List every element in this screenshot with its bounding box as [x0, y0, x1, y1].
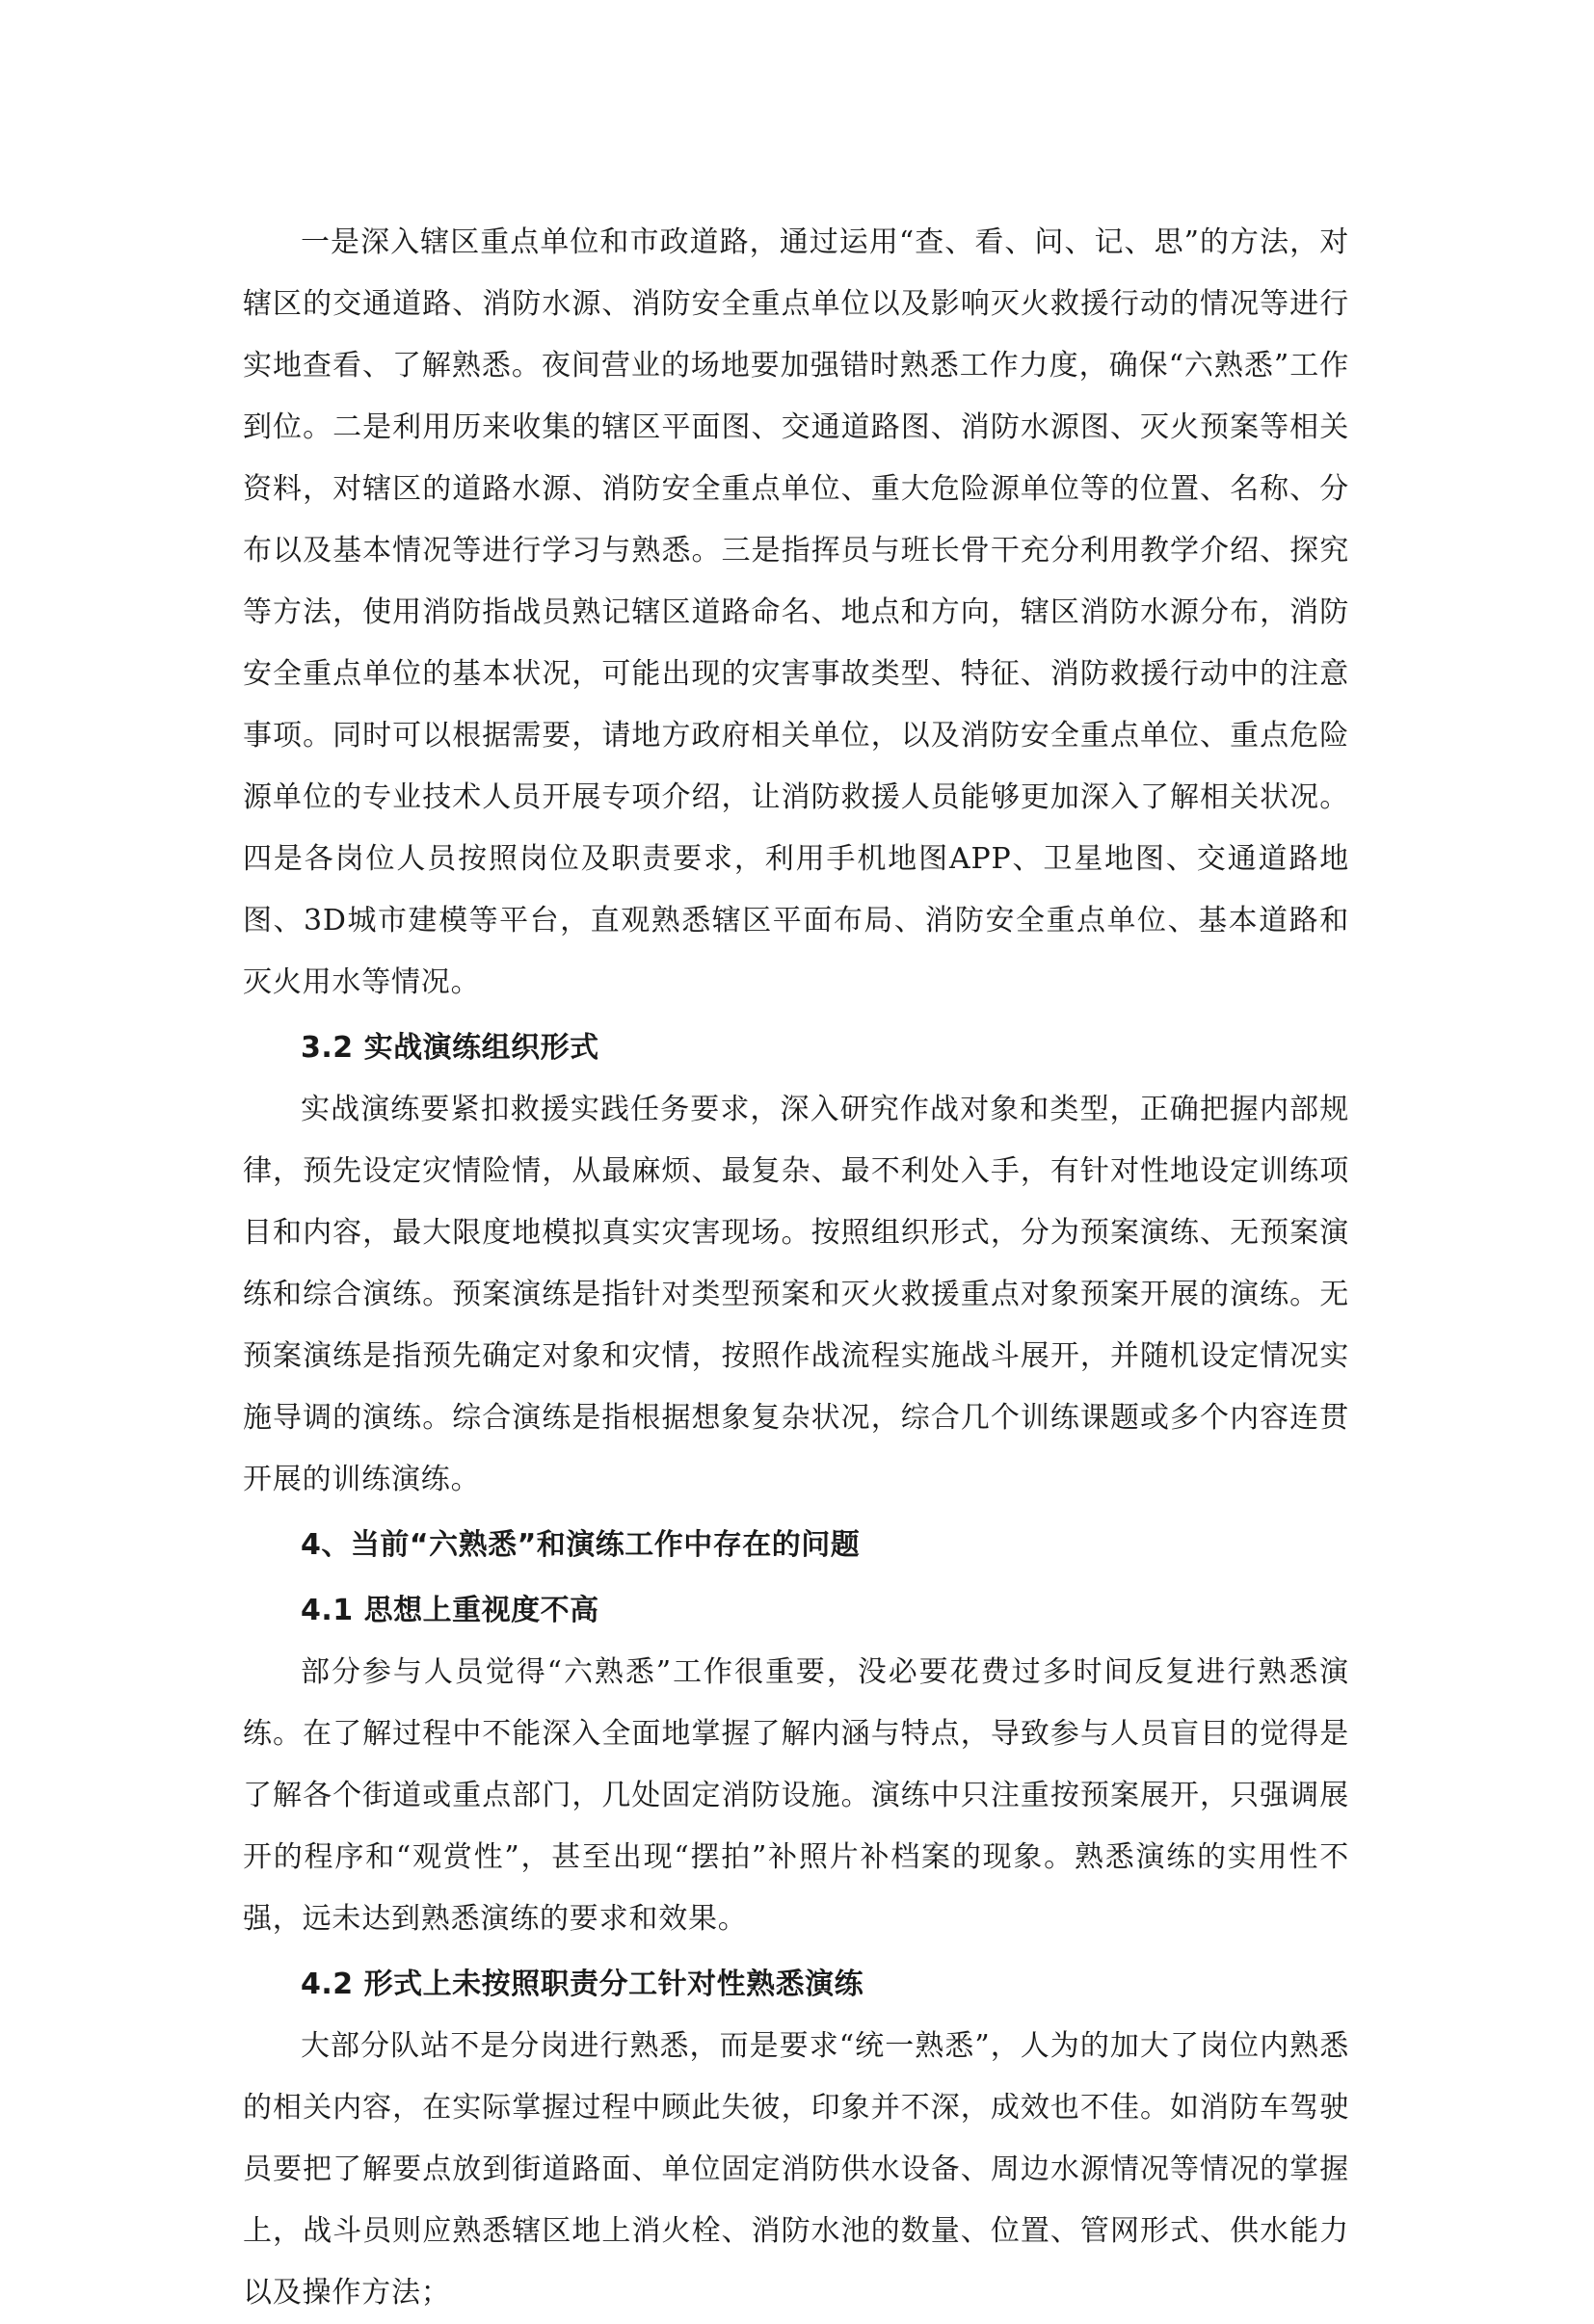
paragraph-role-based-drills: 大部分队站不是分岗进行熟悉，而是要求“统一熟悉”，人为的加大了岗位内熟悉的相关内容，在实际掌握过程中顾此失彼，印象并不深，成效也不佳。如消防车驾驶员要把了解要点放到街道路面、单位固定消防供水设备、周边水源情况等情况的掌握上，战斗员则应熟悉辖区地上消火栓、消防水池的数量、位置、管网形式、供水能力以及操作方法；	[243, 2029, 1349, 2310]
document-body	[243, 212, 1349, 2324]
paragraph-drill-forms: 实战演练要紧扣救援实践任务要求，深入研究作战对象和类型，正确把握内部规律，预先设定灾情险情，从最麻烦、最复杂、最不利处入手，有针对性地设定训练项目和内容，最大限度地模拟真实灾害现场。按照组织形式，分为预案演练、无预案演练和综合演练。预案演练是指针对类型预案和灭火救援重点对象预案开展的演练。无预案演练是指预先确定对象和灾情，按照作战流程实施战斗展开，并随机设定情况实施导调的演练。综合演练是指根据想象复杂状况，综合几个训练课题或多个内容连贯开展的训练演练。	[243, 1093, 1349, 1496]
paragraph-low-attention: 部分参与人员觉得“六熟悉”工作很重要，没必要花费过多时间反复进行熟悉演练。在了解过程中不能深入全面地掌握了解内涵与特点，导致参与人员盲目的觉得是了解各个街道或重点部门，几处固定消防设施。演练中只注重按预案展开，只强调展开的程序和“观赏性”，甚至出现“摆拍”补照片补档案的现象。熟悉演练的实用性不强，远未达到熟悉演练的要求和效果。	[243, 1655, 1349, 1936]
paragraph-familiarization-methods: 一是深入辖区重点单位和市政道路，通过运用“查、看、问、记、思”的方法，对辖区的交通道路、消防水源、消防安全重点单位以及影响灭火救援行动的情况等进行实地查看、了解熟悉。夜间营业的场地要加强错时熟悉工作力度，确保“六熟悉”工作到位。二是利用历来收集的辖区平面图、交通道路图、消防水源图、灭火预案等相关资料，对辖区的道路水源、消防安全重点单位、重大危险源单位等的位置、名称、分布以及基本情况等进行学习与熟悉。三是指挥员与班长骨干充分利用教学介绍、探究等方法，使用消防指战员熟记辖区道路命名、地点和方向，辖区消防水源分布，消防安全重点单位的基本状况，可能出现的灾害事故类型、特征、消防救援行动中的注意事项。同时可以根据需要，请地方政府相关单位，以及消防安全重点单位、重点危险源单位的专业技术人员开展专项介绍，让消防救援人员能够更加深入了解相关状况。四是各岗位人员按照岗位及职责要求，利用手机地图APP、卫星地图、交通道路地图、3D城市建模等平台，直观熟悉辖区平面布局、消防安全重点单位、基本道路和灭火用水等情况。	[243, 225, 1349, 999]
section-heading-4: 4、当前“六熟悉”和演练工作中存在的问题	[301, 1528, 861, 1562]
section-heading-3-2: 3.2 实战演练组织形式	[301, 1031, 599, 1065]
section-heading-4-1: 4.1 思想上重视度不高	[301, 1594, 599, 1627]
section-heading-4-2: 4.2 形式上未按照职责分工针对性熟悉演练	[301, 1967, 864, 2001]
